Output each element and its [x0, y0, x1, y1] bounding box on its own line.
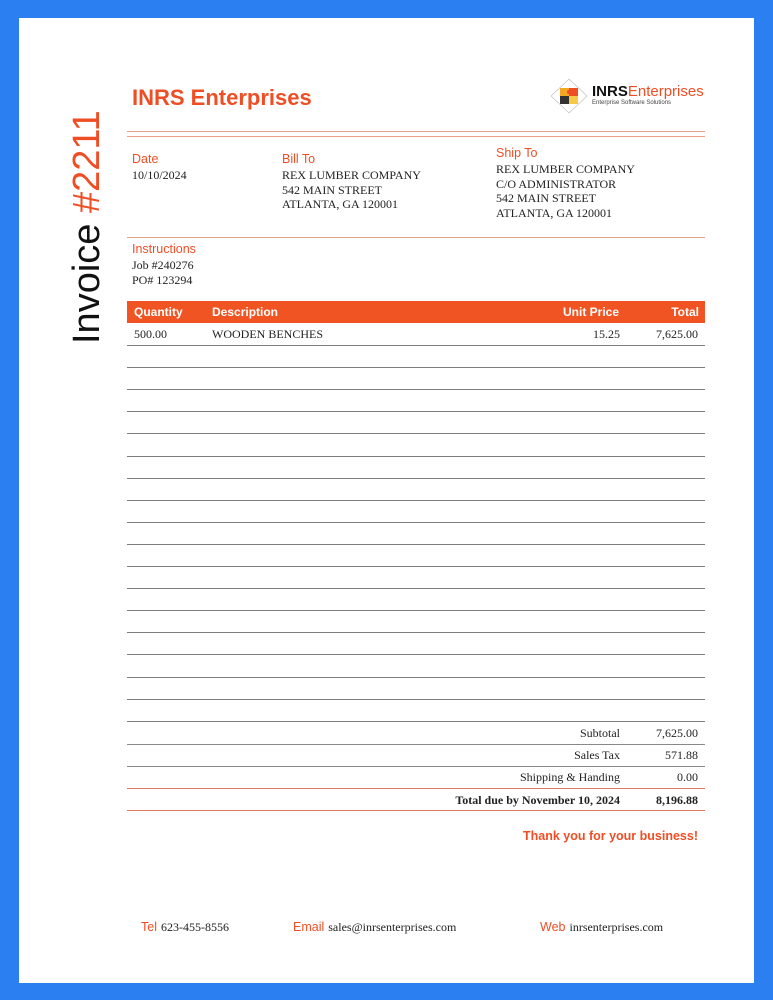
footer-email: [293, 920, 456, 935]
email-value[interactable]: sales@inrsenterprises.com: [328, 920, 457, 934]
date-value: 10/10/2024: [132, 168, 187, 182]
totals-divider: [127, 744, 705, 745]
logo-tagline: Enterprise Software Solutions: [592, 100, 672, 106]
header-total: Total: [671, 305, 699, 319]
table-row-line: [127, 721, 705, 722]
row-description: WOODEN BENCHES: [212, 327, 323, 341]
table-row-line: [127, 677, 705, 678]
thank-you-note: Thank you for your business!: [522, 829, 698, 843]
table-row-line: [127, 544, 705, 545]
table-row-line: [127, 433, 705, 434]
table-row-line: [127, 411, 705, 412]
table-row-line: [127, 500, 705, 501]
header-description: Description: [212, 305, 279, 319]
subtotal-value: 7,625.00: [656, 726, 698, 740]
ship-to-line: REX LUMBER COMPANY: [496, 162, 635, 176]
instructions-line: PO# 123294: [132, 272, 193, 287]
table-row-line: [127, 699, 705, 700]
sales-tax-value: 571.88: [665, 748, 698, 762]
subtotal-label: Subtotal: [579, 726, 620, 740]
bill-to-label: Bill To: [282, 152, 316, 166]
table-row-line: [127, 478, 705, 479]
ship-to-line: C/O ADMINISTRATOR: [496, 176, 617, 191]
invoice-number: #2211: [66, 110, 108, 214]
table-row-line: [127, 632, 705, 633]
header-divider-top: [127, 131, 705, 132]
logo-brand-bold: INRS: [592, 83, 628, 100]
bill-to-line: ATLANTA, GA 120001: [282, 197, 399, 211]
header-unit-price: Unit Price: [562, 305, 619, 319]
table-row-line: [127, 654, 705, 655]
tel-label: Tel: [141, 920, 157, 934]
bill-to-address: [282, 168, 421, 212]
ship-to-address: [496, 162, 635, 220]
email-label: Email: [293, 920, 325, 934]
table-row-line: [127, 610, 705, 611]
table-row-line: [127, 345, 705, 346]
table-row-line: [127, 389, 705, 390]
sales-tax-label: Sales Tax: [574, 748, 620, 762]
totals-divider-accent: [127, 788, 705, 789]
table-row-line: [127, 367, 705, 368]
header-divider-bottom: [127, 136, 705, 137]
web-label: Web: [540, 920, 566, 934]
bill-to-line: 542 MAIN STREET: [282, 182, 382, 197]
table-row-line: [127, 588, 705, 589]
shipping-label: Shipping & Handing: [519, 770, 620, 784]
header-quantity: Quantity: [134, 305, 183, 319]
table-row-line: [127, 456, 705, 457]
company-logo: [550, 78, 710, 114]
web-value[interactable]: inrsenterprises.com: [569, 920, 664, 934]
footer-web: [540, 920, 663, 935]
totals-divider: [127, 766, 705, 767]
instructions-text: [132, 258, 194, 287]
instructions-label: Instructions: [132, 242, 196, 256]
logo-puzzle-icon: [550, 78, 588, 114]
items-table-header: [127, 301, 705, 323]
row-quantity: 500.00: [134, 327, 167, 341]
row-unit-price: 15.25: [593, 327, 620, 341]
invoice-title: [66, 94, 108, 344]
ship-to-line: ATLANTA, GA 120001: [496, 205, 613, 220]
instructions-line: Job #240276: [132, 258, 194, 272]
total-due-label: Total due by November 10, 2024: [455, 793, 620, 807]
shipping-value: 0.00: [677, 770, 698, 784]
company-name: INRS Enterprises: [132, 85, 312, 110]
logo-brand-light: Enterprises: [627, 83, 704, 100]
tel-value: 623-455-8556: [160, 920, 229, 934]
ship-to-label: Ship To: [496, 146, 538, 160]
invoice-word: Invoice: [66, 223, 108, 344]
row-total: 7,625.00: [656, 327, 698, 341]
table-row-line: [127, 522, 705, 523]
section-divider: [127, 237, 705, 238]
footer-phone: [141, 920, 229, 935]
totals-divider-accent: [127, 810, 705, 811]
bill-to-line: REX LUMBER COMPANY: [282, 168, 421, 182]
date-label: Date: [132, 152, 159, 166]
ship-to-line: 542 MAIN STREET: [496, 191, 596, 205]
table-row-line: [127, 566, 705, 567]
total-due-value: 8,196.88: [656, 793, 698, 807]
